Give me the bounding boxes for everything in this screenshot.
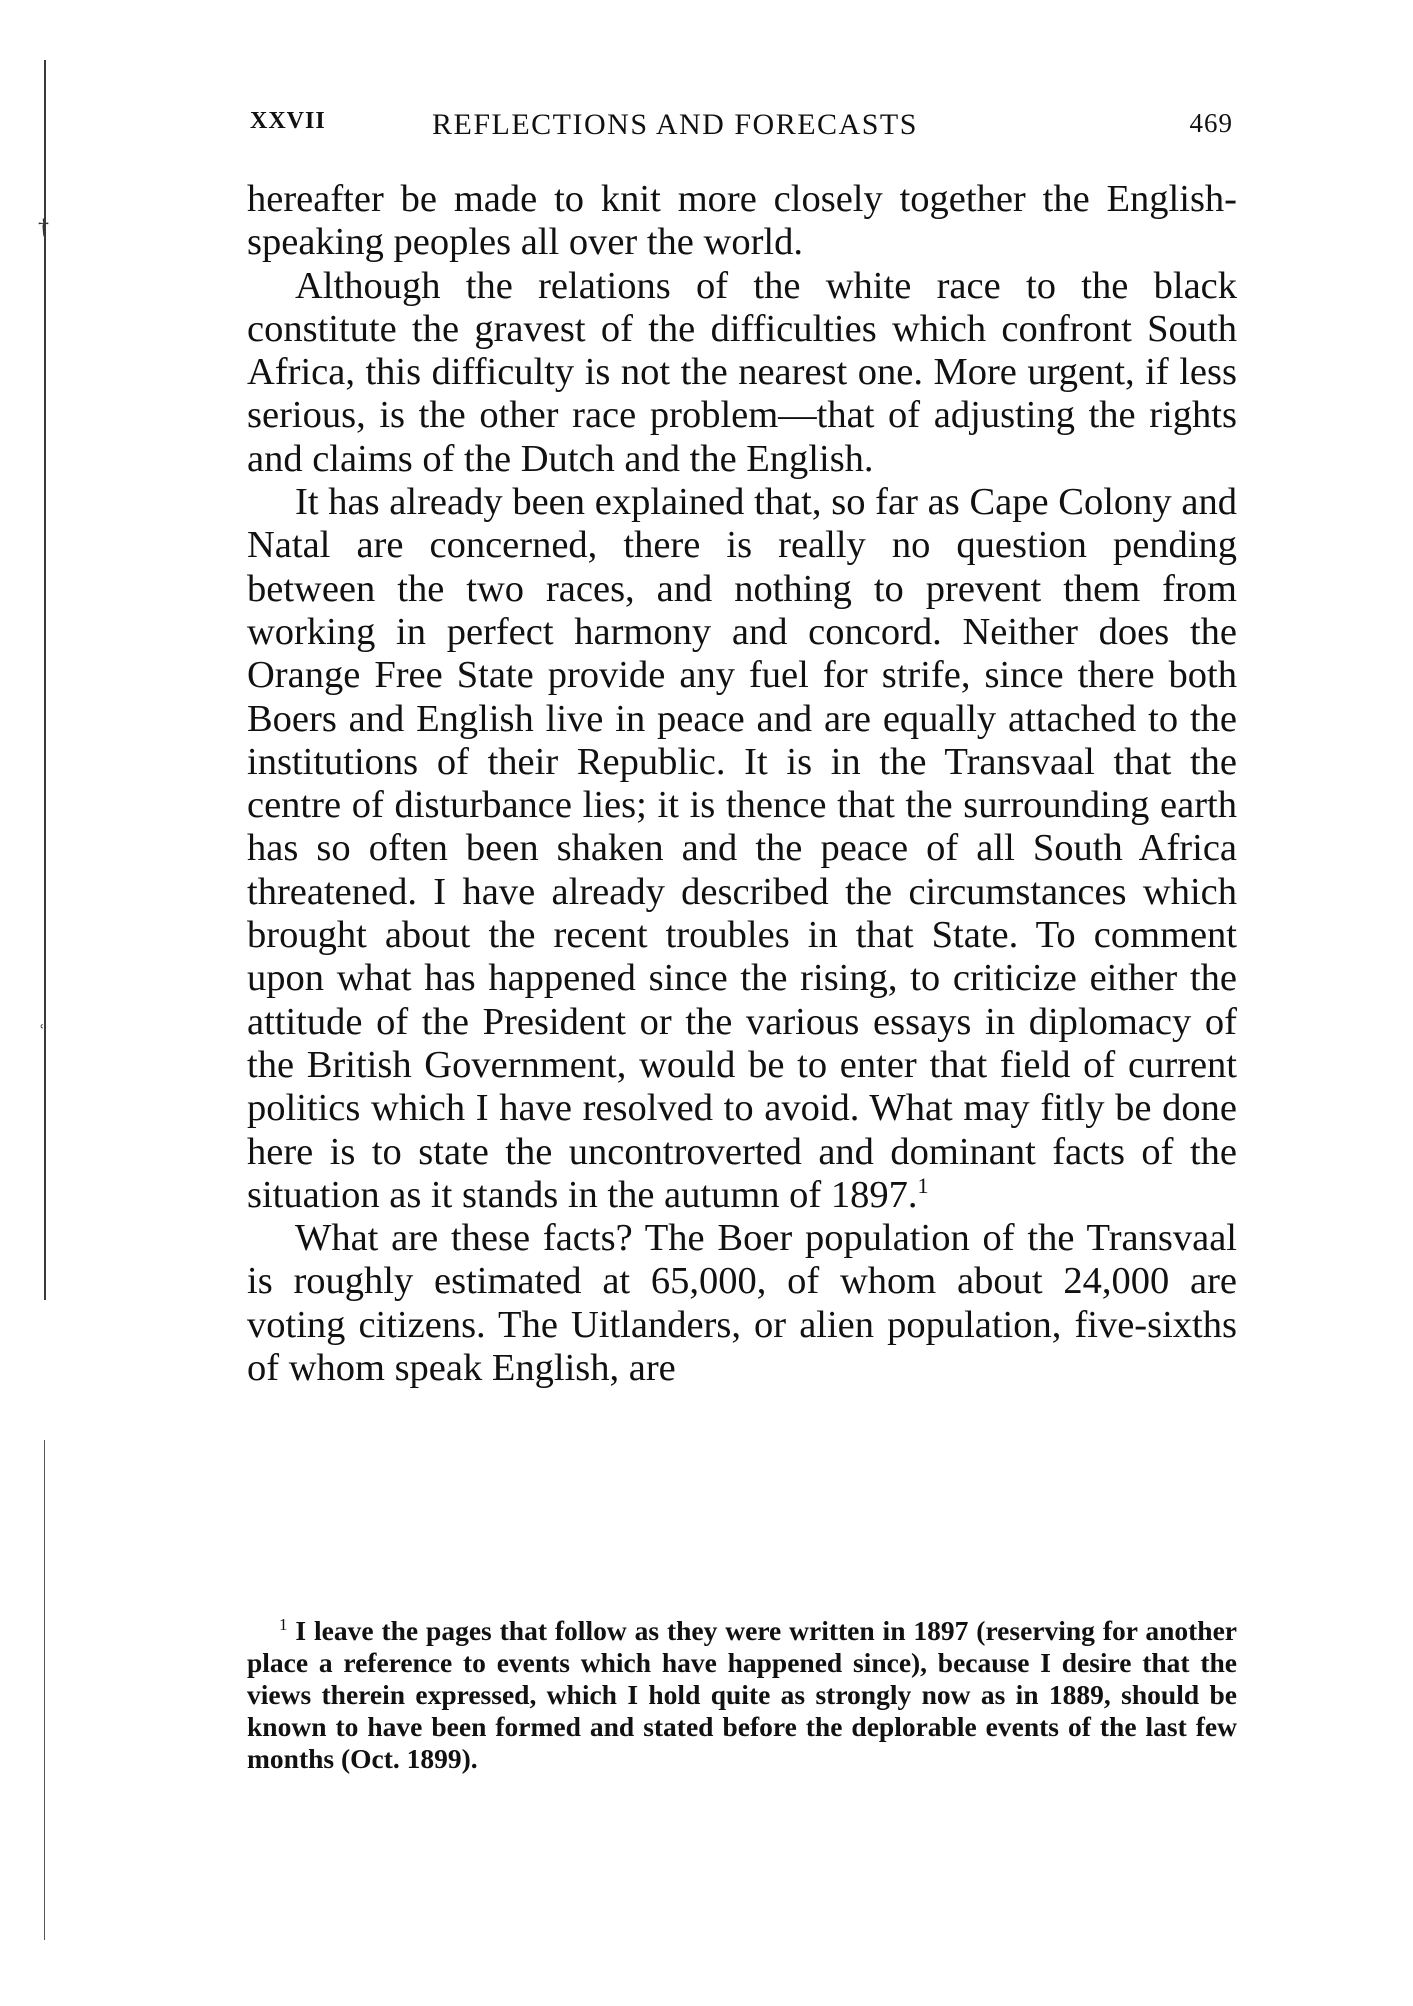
chapter-number: XXVII	[250, 108, 326, 134]
gutter-binding-line	[44, 60, 46, 1300]
footnote	[247, 1615, 1237, 1775]
paragraph-transvaal-text: It has already been explained that, so far as Cape Colony and Natal are concerned, there is really no question pending between the two races, and nothing to prevent them from working in perfect harmony and concord. Neither does the Orange Free State provide any fuel for strife, since there both Boers and English live in peace and are equally attached to the institutions of their Republic. It is in the Transvaal that the centre of disturbance lies; it is thence that the surrounding earth has so often been shaken and the peace of all South Africa threatened. I have already described the circumstances which brought about the recent troubles in that State. To comment upon what has happened since the rising, to criticize either the attitude of the President or the various essays in diplomacy of the British Government, would be to enter that field of current politics which I have resolved to avoid. What may fitly be done here is to state the uncontroverted and dominant facts of the situation as it stands in the autumn of 1897.	[247, 481, 1237, 1216]
gutter-binding-line-lower	[44, 1440, 45, 1940]
margin-mark-upper: †	[38, 214, 49, 239]
footnote-marker: 1	[279, 1615, 288, 1634]
paragraph-facts: What are these facts? The Boer population of the Transvaal is roughly estimated at 65,000, of whom about 24,000 are voting citizens. The Uitlanders, or alien population, five-sixths of whom speak English, are	[247, 1217, 1237, 1390]
paragraph-transvaal	[247, 481, 1237, 1217]
footnote-reference[interactable]: 1	[917, 1172, 929, 1198]
margin-mark-lower: ʿ	[38, 1020, 46, 1045]
body-text	[247, 178, 1237, 1390]
footnote-text: I leave the pages that follow as they were written in 1897 (reserving for another place a reference to events which have happened since), because I desire that the views therein expressed, which I hold quite as strongly now as in 1889, should be known to have been formed and stated before the deplorable events of the last few months (Oct. 1899).	[247, 1615, 1237, 1774]
page-number: 469	[1189, 108, 1233, 138]
footnote-paragraph	[247, 1615, 1237, 1775]
paragraph-race-relations: Although the relations of the white race to the black constitute the gravest of the difficulties which confront South Africa, this difficulty is not the nearest one. More urgent, if less serious, is the other race problem—that of adjusting the rights and claims of the Dutch and the English.	[247, 264, 1237, 480]
paragraph-continuation: hereafter be made to knit more closely together the English-speaking peoples all over the world.	[247, 178, 1237, 264]
running-title: REFLECTIONS AND FORECASTS	[432, 108, 918, 141]
running-head	[250, 108, 1233, 148]
